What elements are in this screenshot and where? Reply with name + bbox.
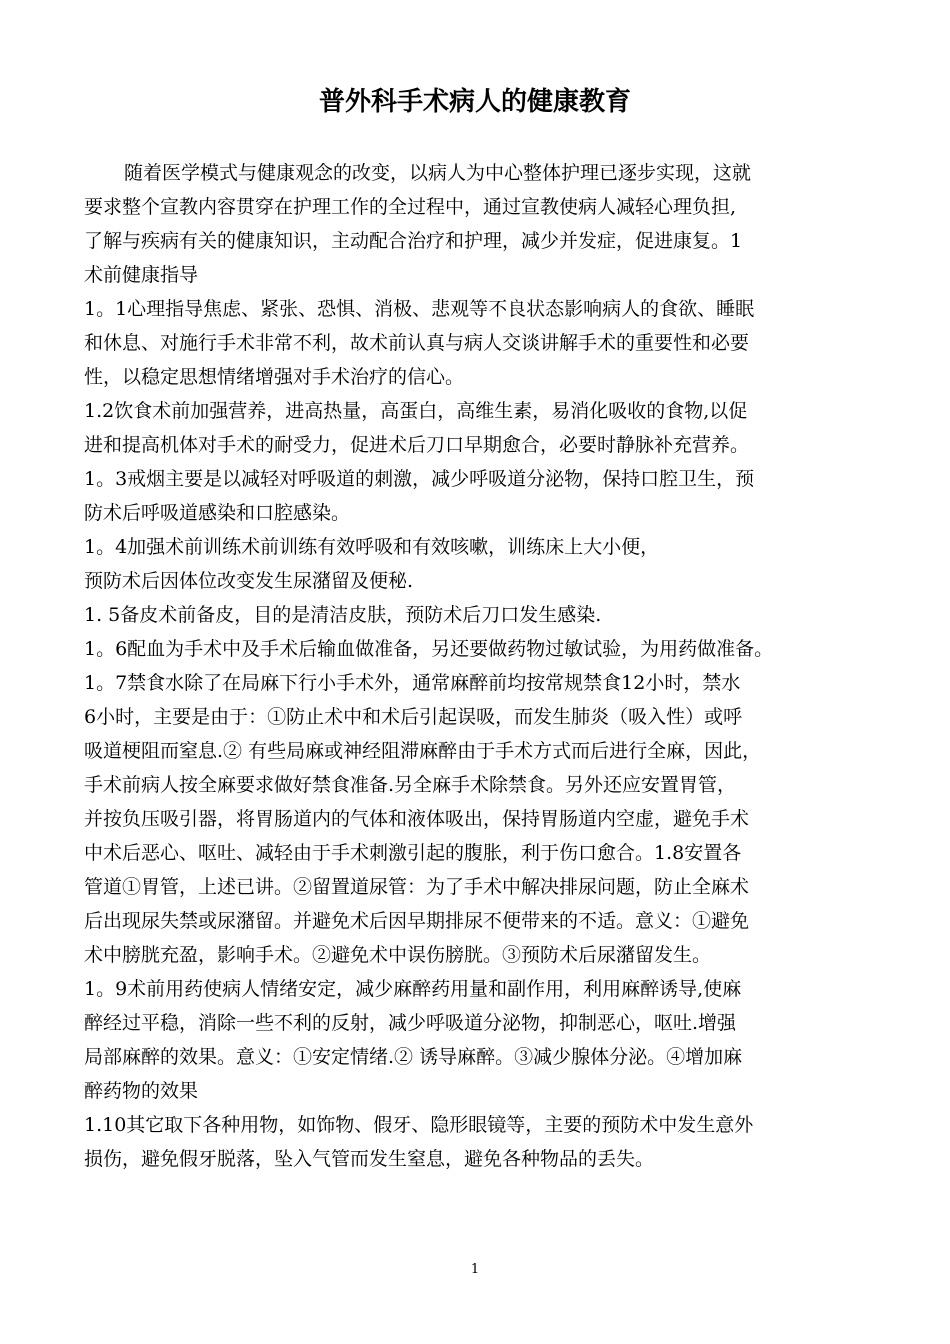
text-line: 1.10其它取下各种用物，如饰物、假牙、隐形眼镜等，主要的预防术中发生意外 [84, 1114, 754, 1136]
text-line: 1。3戒烟主要是以减轻对呼吸道的刺激，减少呼吸道分泌物，保持口腔卫生，预 [84, 468, 755, 490]
text-line: 预防术后因体位改变发生尿潴留及便秘. [84, 570, 414, 592]
page-number: 1 [470, 1262, 480, 1277]
text-line: 损伤，避免假牙脱落，坠入气管而发生窒息，避免各种物品的丢失。 [84, 1148, 655, 1170]
text-line: 醉药物的效果 [84, 1080, 199, 1102]
text-line: 6小时，主要是由于：①防止术中和术后引起误吸，而发生肺炎（吸入性）或呼 [84, 706, 743, 728]
text-line: 后出现尿失禁或尿潴留。并避免术后因早期排尿不便带来的不适。意义：①避免 [84, 910, 750, 932]
text-line: 防术后呼吸道感染和口腔感染。 [84, 502, 351, 524]
section-heading: 术前健康指导 [84, 264, 199, 286]
document-body [84, 156, 884, 1176]
text-line: 管道①胃管，上述已讲。②留置道尿管：为了手术中解决排尿问题，防止全麻术 [84, 876, 750, 898]
text-line: 1。1心理指导焦虑、紧张、恐惧、消极、悲观等不良状态影响病人的食欲、睡眠 [84, 298, 755, 320]
text-line: 术中膀胱充盈，影响手术。②避免术中误伤膀胱。③预防术后尿潴留发生。 [84, 944, 712, 966]
text-line: 1。6配血为手术中及手术后输血做准备，另还要做药物过敏试验，为用药做准备。 [84, 638, 774, 660]
text-line: 醉经过平稳，消除一些不利的反射，减少呼吸道分泌物，抑制恶心，呕吐.增强 [84, 1012, 737, 1034]
text-line: 手术前病人按全麻要求做好禁食准备.另全麻手术除禁食。另外还应安置胃管， [84, 774, 737, 796]
text-line: 1.2饮食术前加强营养，进高热量，高蛋白，高维生素，易消化吸收的食物,以促 [84, 400, 748, 422]
text-line: 局部麻醉的效果。意义：①安定情绪.② 诱导麻醉。③减少腺体分泌。④增加麻 [84, 1046, 743, 1068]
page-title: 普外科手术病人的健康教育 [318, 87, 631, 117]
text-line: 和休息、对施行手术非常不利，故术前认真与病人交谈讲解手术的重要性和必要 [84, 332, 750, 354]
text-line: 吸道梗阻而窒息.② 有些局麻或神经阻滞麻醉由于手术方式而后进行全麻，因此， [84, 740, 762, 762]
text-line: 1。4加强术前训练术前训练有效呼吸和有效咳嗽，训练床上大小便， [84, 536, 660, 558]
text-line: 1。7禁食水除了在局麻下行小手术外，通常麻醉前均按常规禁食12小时，禁水 [84, 672, 741, 694]
text-line: 中术后恶心、呕吐、减轻由于手术刺激引起的腹胀，利于伤口愈合。1.8安置各 [84, 842, 742, 864]
text-line: 进和提高机体对手术的耐受力，促进术后刀口早期愈合，必要时静脉补充营养。 [84, 434, 750, 456]
text-line: 要求整个宣教内容贯穿在护理工作的全过程中，通过宣教使病人减轻心理负担, [84, 196, 737, 218]
text-line: 性，以稳定思想情绪增强对手术治疗的信心。 [84, 366, 465, 388]
text-line: 并按负压吸引器，将胃肠道内的气体和液体吸出，保持胃肠道内空虚，避免手术 [84, 808, 750, 830]
text-line: 随着医学模式与健康观念的改变，以病人为中心整体护理已逐步实现，这就 [124, 162, 752, 184]
text-line: 1。9术前用药使病人情绪安定，减少麻醉药用量和副作用，利用麻醉诱导,使麻 [84, 978, 742, 1000]
text-line: 了解与疾病有关的健康知识，主动配合治疗和护理，减少并发症，促进康复。1 [84, 230, 743, 252]
text-line: 1. 5备皮术前备皮，目的是清洁皮肤，预防术后刀口发生感染. [84, 604, 602, 626]
